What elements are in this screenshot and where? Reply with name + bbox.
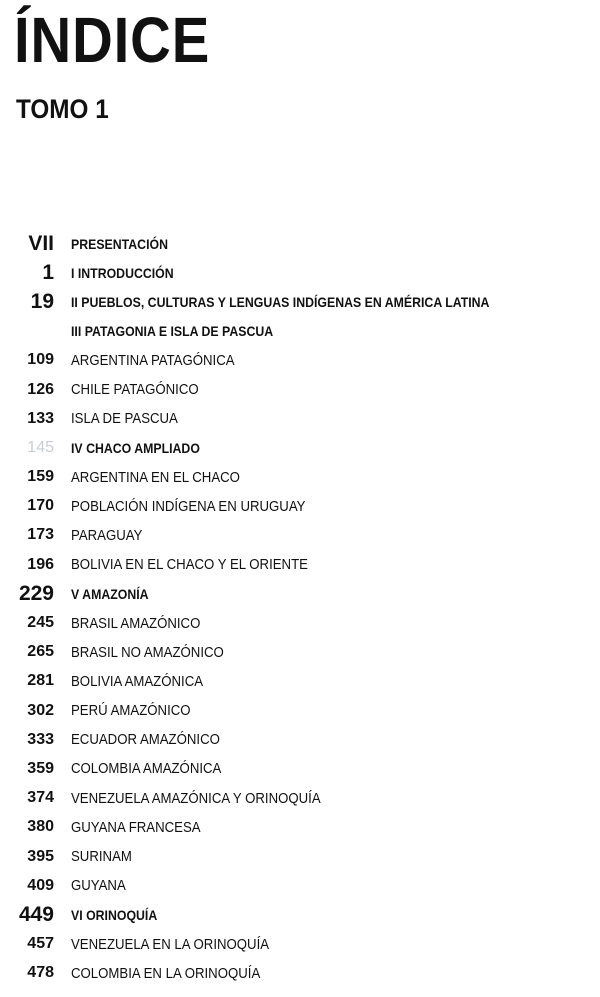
toc-page-number: 173 bbox=[27, 526, 54, 544]
toc-page-number: 229 bbox=[18, 581, 54, 605]
toc-page-number: 145 bbox=[27, 438, 54, 456]
page-title: ÍNDICE bbox=[14, 4, 211, 76]
toc-entry[interactable] bbox=[0, 696, 600, 725]
toc-subsection-title: PERÚ AMAZÓNICO bbox=[71, 702, 191, 720]
toc-section-title: VI ORINOQUÍA bbox=[71, 906, 158, 923]
toc-subsection-title: ARGENTINA PATAGÓNICA bbox=[71, 351, 235, 369]
toc-page-number: 333 bbox=[27, 730, 54, 748]
toc-section-title: PRESENTACIÓN bbox=[71, 235, 168, 252]
toc-page-number: 126 bbox=[27, 380, 54, 398]
toc-entry[interactable] bbox=[0, 754, 600, 783]
toc-entry[interactable] bbox=[0, 404, 600, 433]
toc-page-number: 109 bbox=[27, 351, 54, 369]
toc-subsection-title: ECUADOR AMAZÓNICO bbox=[71, 731, 220, 749]
toc-page-number: 170 bbox=[27, 497, 54, 515]
toc-subsection-title: GUYANA bbox=[71, 877, 126, 895]
toc-page-number: 302 bbox=[27, 701, 54, 719]
toc-subsection-title: ARGENTINA EN EL CHACO bbox=[71, 468, 240, 486]
toc-entry[interactable] bbox=[0, 667, 600, 696]
toc-subsection-title: CHILE PATAGÓNICO bbox=[71, 381, 199, 399]
toc-section-title: I INTRODUCCIÓN bbox=[71, 264, 174, 281]
toc-entry[interactable] bbox=[0, 638, 600, 667]
toc-entry[interactable] bbox=[0, 287, 600, 316]
toc-subsection-title: GUYANA FRANCESA bbox=[71, 818, 201, 836]
toc-entry[interactable] bbox=[0, 871, 600, 900]
toc-page-number: 359 bbox=[27, 759, 54, 777]
toc-entry[interactable] bbox=[0, 725, 600, 754]
volume-subtitle: TOMO 1 bbox=[16, 94, 109, 124]
toc-subsection-title: BRASIL NO AMAZÓNICO bbox=[71, 643, 224, 661]
toc-section-title: III PATAGONIA E ISLA DE PASCUA bbox=[71, 323, 274, 340]
toc-subsection-title: COLOMBIA AMAZÓNICA bbox=[71, 760, 222, 778]
toc-subsection-title: BRASIL AMAZÓNICO bbox=[71, 614, 201, 632]
table-of-contents bbox=[0, 229, 600, 988]
toc-page-number: 374 bbox=[27, 789, 54, 807]
toc-page-number: 265 bbox=[27, 643, 54, 661]
toc-page-number: 395 bbox=[27, 847, 54, 865]
toc-page-number: 245 bbox=[27, 614, 54, 632]
toc-entry[interactable] bbox=[0, 550, 600, 579]
toc-entry[interactable] bbox=[0, 579, 600, 608]
toc-entry[interactable] bbox=[0, 346, 600, 375]
toc-subsection-title: VENEZUELA AMAZÓNICA Y ORINOQUÍA bbox=[71, 789, 321, 807]
toc-page-number: 196 bbox=[27, 555, 54, 573]
toc-page-number: 457 bbox=[27, 935, 54, 953]
toc-page-number: 133 bbox=[27, 409, 54, 427]
toc-entry[interactable] bbox=[0, 463, 600, 492]
toc-page-number: 1 bbox=[42, 260, 54, 284]
toc-section-title: IV CHACO AMPLIADO bbox=[71, 439, 200, 456]
toc-page-number: 281 bbox=[27, 672, 54, 690]
toc-entry[interactable] bbox=[0, 229, 600, 258]
toc-subsection-title: ISLA DE PASCUA bbox=[71, 410, 178, 428]
toc-entry[interactable] bbox=[0, 608, 600, 637]
toc-page-number: 19 bbox=[30, 289, 54, 313]
toc-subsection-title: PARAGUAY bbox=[71, 526, 143, 544]
toc-page-number: VII bbox=[28, 231, 54, 255]
toc-subsection-title: BOLIVIA EN EL CHACO Y EL ORIENTE bbox=[71, 556, 308, 574]
toc-page-number: 409 bbox=[27, 876, 54, 894]
toc-entry[interactable] bbox=[0, 258, 600, 287]
toc-subsection-title: COLOMBIA EN LA ORINOQUÍA bbox=[71, 964, 261, 982]
toc-subsection-title: BOLIVIA AMAZÓNICA bbox=[71, 672, 204, 690]
toc-subsection-title: POBLACIÓN INDÍGENA EN URUGUAY bbox=[71, 497, 306, 515]
toc-section-title: V AMAZONÍA bbox=[71, 585, 149, 602]
toc-entry[interactable] bbox=[0, 317, 600, 346]
toc-page-number: 478 bbox=[27, 964, 54, 982]
toc-page-number: 159 bbox=[27, 468, 54, 486]
toc-entry[interactable] bbox=[0, 521, 600, 550]
toc-entry[interactable] bbox=[0, 842, 600, 871]
toc-entry[interactable] bbox=[0, 375, 600, 404]
toc-entry[interactable] bbox=[0, 813, 600, 842]
toc-page-number: 449 bbox=[18, 902, 54, 926]
toc-subsection-title: SURINAM bbox=[71, 848, 132, 866]
toc-entry[interactable] bbox=[0, 959, 600, 988]
toc-section-title: II PUEBLOS, CULTURAS Y LENGUAS INDÍGENAS EN AMÉRICA LATINA bbox=[71, 293, 490, 310]
toc-entry[interactable] bbox=[0, 930, 600, 959]
toc-entry[interactable] bbox=[0, 492, 600, 521]
toc-entry[interactable] bbox=[0, 900, 600, 929]
toc-subsection-title: VENEZUELA EN LA ORINOQUÍA bbox=[71, 935, 270, 953]
toc-entry[interactable] bbox=[0, 784, 600, 813]
toc-page-number: 380 bbox=[27, 818, 54, 836]
toc-entry[interactable] bbox=[0, 433, 600, 462]
